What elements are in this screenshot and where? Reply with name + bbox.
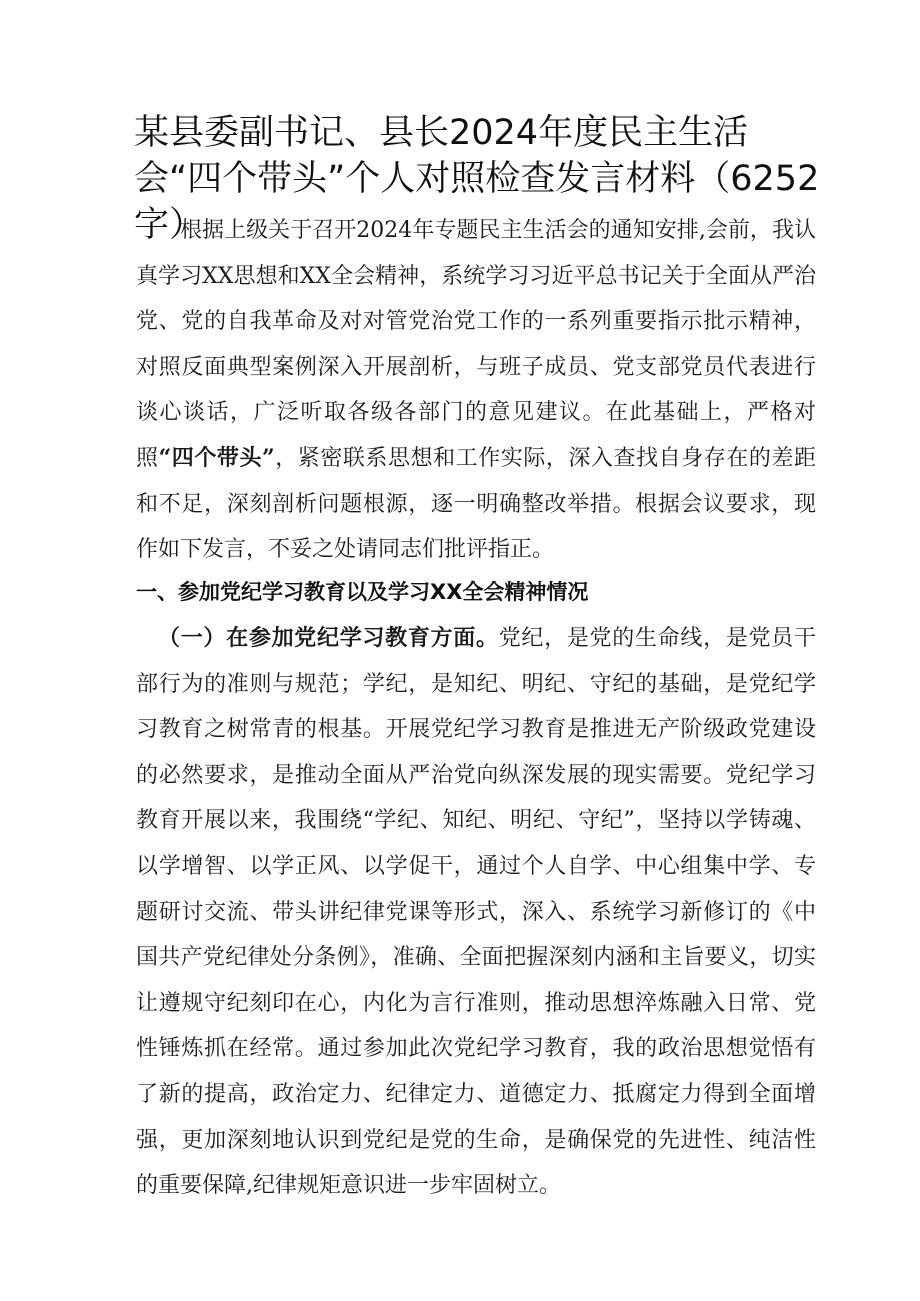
- subsection-heading: （一）在参加党纪学习教育方面。: [158, 626, 499, 651]
- section-paragraph: [136, 616, 816, 1209]
- intro-text-part2: ，紧密联系思想和工作实际，深入查找自身存在的差距和不足，深刻剖析问题根源，逐一明确整改举措。根据会议要求，现作如下发言，不妥之处请同志们批评指正。: [136, 445, 816, 563]
- intro-paragraph: [136, 208, 816, 573]
- document-title: 某县委副书记、县长2024年度民主生活会“四个带头”个人对照检查发言材料（6252字）: [134, 113, 820, 245]
- intro-text-part1: 根据上级关于召开2024年专题民主生活会的通知安排,会前，我认真学习XX思想和XX全会精神，系统学习习近平总书记关于全面从严治党、党的自我革命及对对管党治党工作的一系列重要指示批示精神，对照反面典型案例深入开展剖析，与班子成员、党支部党员代表进行谈心谈话，广泛听取各级各部门的意见建议。在此基础上，严格对照: [136, 218, 816, 471]
- intro-emphasis: “四个带头”: [158, 444, 275, 471]
- section-heading: 一、参加党纪学习教育以及学习XX全会精神情况: [136, 580, 589, 604]
- subsection-text: 党纪，是党的生命线，是党员干部行为的准则与规范；学纪，是知纪、明纪、守纪的基础，是党纪学习教育之树常青的根基。开展党纪学习教育是推进无产阶级政党建设的必然要求，是推动全面从严治党向纵深发展的现实需要。党纪学习教育开展以来，我围绕“学纪、知纪、明纪、守纪”，坚持以学铸魂、以学增智、以学正风、以学促干，通过个人自学、中心组集中学、专题研讨交流、带头讲纪律党课等形式，深入、系统学习新修订的《中国共产党纪律处分条例》，准确、全面把握深刻内涵和主旨要义，切实让遵规守纪刻印在心，内化为言行准则，推动思想淬炼融入日常、党性锤炼抓在经常。通过参加此次党纪学习教育，我的政治思想觉悟有了新的提高，政治定力、纪律定力、道德定力、抵腐定力得到全面增强，更加深刻地认识到党纪是党的生命，是确保党的先进性、纯洁性的重要保障,纪律规矩意识进一步牢固树立。: [136, 626, 816, 1199]
